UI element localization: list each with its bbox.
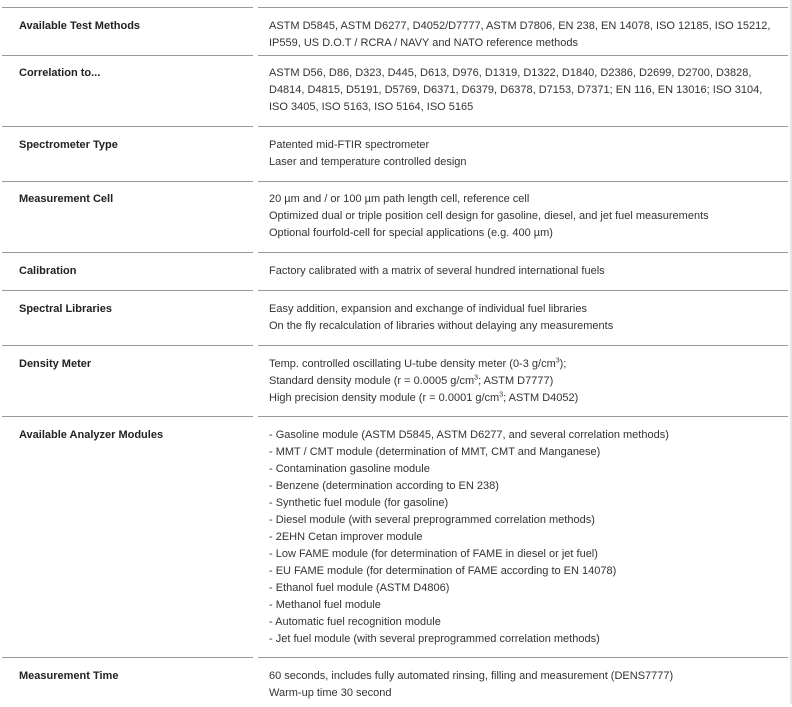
spec-label: Available Test Methods xyxy=(19,20,141,32)
spec-label: Measurement Time xyxy=(19,670,119,682)
module-item: - Low FAME module (for determination of FAME in diesel or jet fuel) xyxy=(269,548,598,560)
module-item: - Diesel module (with several preprogrammed correlation methods) xyxy=(269,514,595,526)
row-divider-left xyxy=(2,416,253,417)
row-divider-left xyxy=(2,126,253,127)
row-divider-right xyxy=(258,657,788,658)
row-divider-right xyxy=(258,252,788,253)
row-divider-left xyxy=(2,7,253,8)
row-divider-right xyxy=(258,416,788,417)
module-item: - EU FAME module (for determination of FAME according to EN 14078) xyxy=(269,565,617,577)
spec-value-line: Optimized dual or triple position cell design for gasoline, diesel, and jet fuel measurements xyxy=(269,210,709,222)
spec-value-line: Warm-up time 30 second xyxy=(269,687,392,699)
spec-value-line: Easy addition, expansion and exchange of individual fuel libraries xyxy=(269,303,587,315)
spec-row-density-meter xyxy=(0,345,792,416)
spec-value xyxy=(250,137,778,181)
row-divider-right xyxy=(258,55,788,56)
module-item: - Jet fuel module (with several preprogrammed correlation methods) xyxy=(269,633,600,645)
spec-value xyxy=(250,263,778,290)
row-divider-left xyxy=(2,290,253,291)
spec-label: Measurement Cell xyxy=(19,193,114,205)
row-divider-right xyxy=(258,7,788,8)
row-divider-right xyxy=(258,181,788,182)
row-divider-left xyxy=(2,55,253,56)
module-item: - Contamination gasoline module xyxy=(269,463,430,475)
row-divider-left xyxy=(2,345,253,346)
spec-label: Density Meter xyxy=(19,358,92,370)
module-item: - Gasoline module (ASTM D5845, ASTM D6277, and several correlation methods) xyxy=(269,429,669,441)
spec-value-line: ASTM D5845, ASTM D6277, D4052/D7777, ASTM D7806, EN 238, EN 14078, ISO 12185, ISO 15212, xyxy=(269,20,771,32)
spec-value-line: Factory calibrated with a matrix of several hundred international fuels xyxy=(269,265,605,277)
row-divider-left xyxy=(2,657,253,658)
module-item: - Synthetic fuel module (for gasoline) xyxy=(269,497,449,509)
spec-value-line: IP559, US D.O.T / RCRA / NAVY and NATO reference methods xyxy=(269,37,578,49)
spec-value-line: D4814, D4815, D5191, D5769, D6371, D6379, D6378, D7153, D7371; EN 116, EN 13016; ISO 3104, xyxy=(269,84,763,96)
row-divider-left xyxy=(2,252,253,253)
spec-value-line: Patented mid-FTIR spectrometer xyxy=(269,139,430,151)
spec-value xyxy=(250,668,778,707)
spec-value-line: ISO 3405, ISO 5163, ISO 5164, ISO 5165 xyxy=(269,101,474,113)
module-item: - Methanol fuel module xyxy=(269,599,381,611)
spec-value-line: High precision density module (r = 0.0001 $g/cm^3$; ASTM D4052) xyxy=(269,391,579,404)
spec-value-line: Standard density module (r = 0.0005 $g/cm^3$; ASTM D7777) xyxy=(269,374,554,387)
spec-value-line: Laser and temperature controlled design xyxy=(269,156,467,168)
spec-value xyxy=(250,191,778,252)
spec-value-line: On the fly recalculation of libraries without delaying any measurements xyxy=(269,320,614,332)
module-item: - Ethanol fuel module (ASTM D4806) xyxy=(269,582,450,594)
spec-value xyxy=(250,65,778,126)
spec-value xyxy=(250,356,778,416)
spec-value-line: 20 µm and / or 100 µm path length cell, reference cell xyxy=(269,193,530,205)
spec-value-line: Optional fourfold-cell for special applications (e.g. 400 µm) xyxy=(269,227,553,239)
module-item: - MMT / CMT module (determination of MMT, CMT and Manganese) xyxy=(269,446,601,458)
spec-label: Calibration xyxy=(19,265,77,277)
spec-value-line: 60 seconds, includes fully automated rinsing, filling and measurement (DENS7777) xyxy=(269,670,674,682)
spec-value-line: ASTM D56, D86, D323, D445, D613, D976, D1319, D1322, D1840, D2386, D2699, D2700, D3828, xyxy=(269,67,752,79)
spec-value xyxy=(250,301,778,345)
spec-row-measurement-cell xyxy=(0,181,792,252)
spec-row-spectrometer-type xyxy=(0,126,792,181)
module-item: - Benzene (determination according to EN 238) xyxy=(269,480,499,492)
spec-row-correlation xyxy=(0,55,792,126)
spec-label: Correlation to... xyxy=(19,67,101,79)
spec-label: Available Analyzer Modules xyxy=(19,429,164,441)
spec-label: Spectrometer Type xyxy=(19,139,118,151)
spec-row-analyzer-modules xyxy=(0,416,792,657)
spec-value-line: Temp. controlled oscillating U-tube density meter (0-3 $g/cm^3$); xyxy=(269,357,567,370)
module-item: - Automatic fuel recognition module xyxy=(269,616,441,628)
row-divider-right xyxy=(258,126,788,127)
spec-value xyxy=(250,18,778,55)
row-divider-right xyxy=(258,290,788,291)
row-divider-left xyxy=(2,181,253,182)
spec-row-measurement-time xyxy=(0,657,792,707)
row-divider-right xyxy=(258,345,788,346)
module-item: - 2EHN Cetan improver module xyxy=(269,531,423,543)
spec-label: Spectral Libraries xyxy=(19,303,112,315)
spec-row-calibration xyxy=(0,252,792,290)
spec-row-available-test-methods xyxy=(0,0,792,55)
spec-value xyxy=(250,427,778,657)
spec-row-spectral-libraries xyxy=(0,290,792,345)
